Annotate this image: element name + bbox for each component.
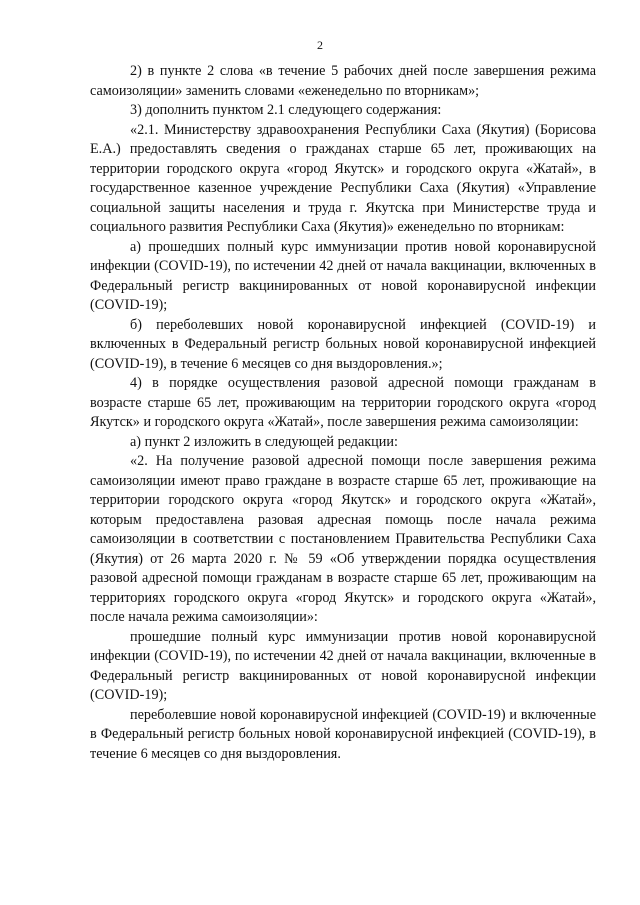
paragraph-item-2: 2) в пункте 2 слова «в течение 5 рабочих дней после завершения режима самоизоляции» заменить словами «еженедельно по вторникам»;: [90, 63, 596, 99]
paragraph-subitem-a: а) пункт 2 изложить в следующей редакции:: [130, 433, 398, 450]
paragraph-item-3: 3) дополнить пунктом 2.1 следующего содержания:: [130, 102, 442, 118]
paragraph-subclause-a-vaccinated: а) прошедших полный курс иммунизации против новой коронавирусной инфекции (COVID-19), по истечении 42 дней от начала вакцинации, включенных в Федеральный регистр вакцинированных от новой коронавирусной инфекции (COVID-19);: [90, 238, 596, 313]
document-body: [90, 62, 596, 764]
page-number: 2: [317, 38, 323, 52]
paragraph-clause-2-1: «2.1. Министерству здравоохранения Республики Саха (Якутия) (Борисова Е.А.) предоставлять сведения о гражданах старше 65 лет, проживающих на территории городского округа «город Якутск» и городского округа «Жатай», в государственное казенное учреждение Республики Саха (Якутия) «Управление социальной защиты населения и труда г. Якутска при Министерстве труда и социального развития Республики Саха (Якутия)» еженедельно по вторникам:: [90, 121, 596, 235]
paragraph-item-4: 4) в порядке осуществления разовой адресной помощи гражданам в возрасте старше 65 лет, проживающим на территории городского округа «город Якутск» и городского округа «Жатай», после завершения режима самоизоляции:: [90, 375, 596, 430]
paragraph-subclause-b-recovered: б) переболевших новой коронавирусной инфекцией (COVID-19) и включенных в Федеральный регистр больных новой коронавирусной инфекцией (COVID-19), в течение 6 месяцев со дня выздоровления.»;: [90, 316, 596, 372]
paragraph-recovered-citizens: переболевшие новой коронавирусной инфекцией (COVID-19) и включенные в Федеральный регистр больных новой коронавирусной инфекцией (COVID-19), в течение 6 месяцев со дня выздоровления.: [90, 706, 596, 762]
paragraph-clause-2: «2. На получение разовой адресной помощи после завершения режима самоизоляции имеют право граждане в возрасте старше 65 лет, проживающие на территории городского округа «город Якутск» и городского округа «Жатай», которым предоставлена разовая адресная помощь после начала режима самоизоляции в соответствии с постановлением Правительства Республики Саха (Якутия) от 26 марта 2020 г. № 59 «Об утверждении порядка осуществления разовой адресной помощи гражданам в возрасте старше 65 лет, проживающим на территориях городского округа «город Якутск» и городского округа «Жатай», после начала режима самоизоляции»:: [90, 453, 596, 625]
paragraph-vaccinated-citizens: прошедшие полный курс иммунизации против новой коронавирусной инфекции (COVID-19), по истечении 42 дней от начала вакцинации, включенные в Федеральный регистр вакцинированных от новой коронавирусной инфекции (COVID-19);: [90, 628, 596, 703]
